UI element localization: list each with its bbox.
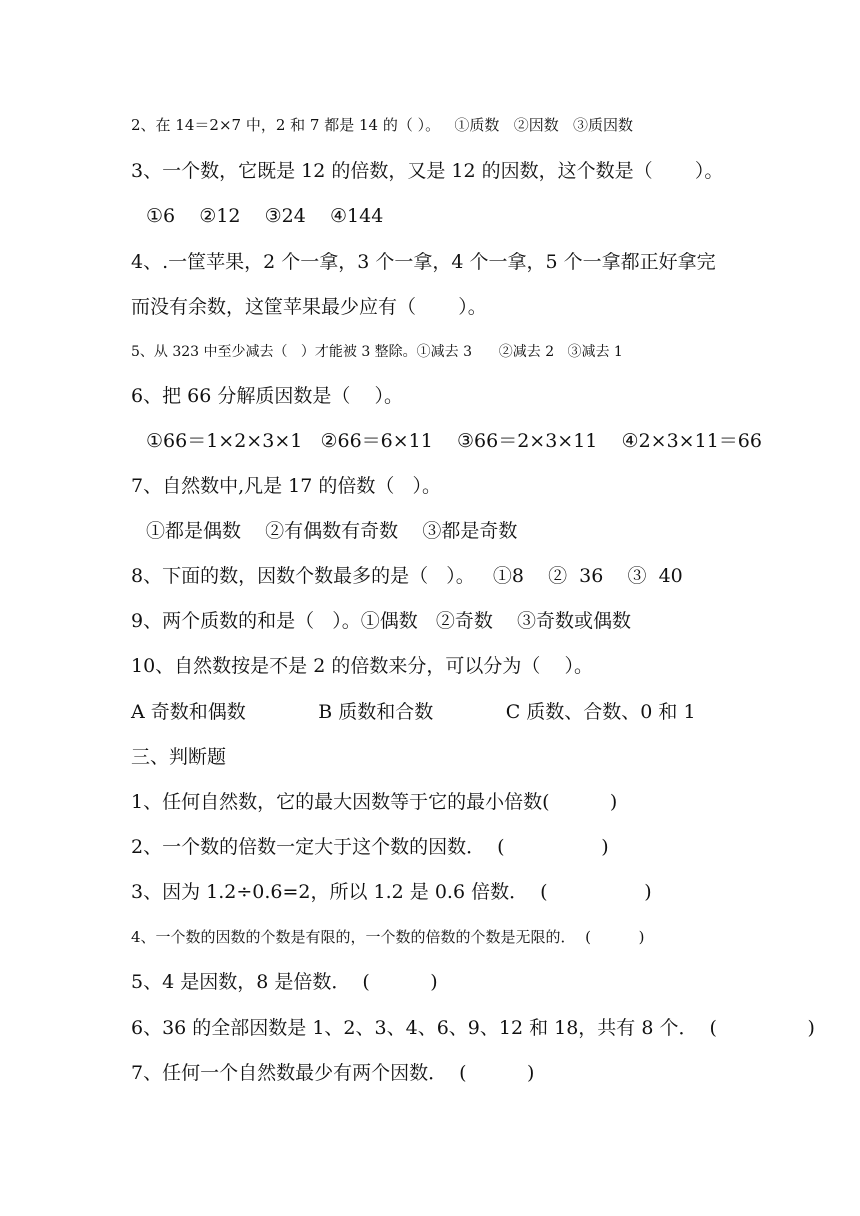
question-9-stem-options: 9、两个质数的和是（ ）。①偶数 ②奇数 ③奇数或偶数 [131, 610, 631, 632]
judgment-5: 5、4 是因数，8 是倍数． ( ) [131, 971, 438, 993]
question-7-stem: 7、自然数中,凡是 17 的倍数（ ）。 [131, 475, 442, 497]
judgment-2: 2、一个数的倍数一定大于这个数的因数． ( ) [131, 836, 609, 858]
judgment-4: 4、一个数的因数的个数是有限的，一个数的倍数的个数是无限的． ( ) [131, 928, 645, 946]
question-10-options: A 奇数和偶数 B 质数和合数 C 质数、合数、0 和 1 [131, 701, 696, 723]
question-2-primes-factors: 2、在 14＝2×7 中，2 和 7 都是 14 的（ ）。 ①质数 ②因数 ③质因数 [131, 116, 634, 134]
judgment-6: 6、36 的全部因数是 1、2、3、4、6、9、12 和 18，共有 8 个． ( ) [131, 1017, 815, 1039]
question-4-stem-line-1: 4、.一筐苹果，2 个一拿，3 个一拿，4 个一拿，5 个一拿都正好拿完 [131, 251, 716, 273]
question-10-stem: 10、自然数按是不是 2 的倍数来分，可以分为（ ）。 [131, 655, 594, 677]
question-4-stem-line-2: 而没有余数，这筐苹果最少应有（ ）。 [131, 296, 487, 318]
question-3-stem: 3、一个数，它既是 12 的倍数，又是 12 的因数，这个数是（ ）。 [131, 160, 724, 182]
question-7-options: ①都是偶数 ②有偶数有奇数 ③都是奇数 [146, 520, 518, 542]
question-6-stem: 6、把 66 分解质因数是（ ）。 [131, 385, 404, 407]
question-3-options: ①6 ②12 ③24 ④144 [146, 205, 384, 227]
judgment-1: 1、任何自然数，它的最大因数等于它的最小倍数( ) [131, 791, 618, 813]
judgment-3: 3、因为 1.2÷0.6=2，所以 1.2 是 0.6 倍数． ( ) [131, 881, 652, 903]
judgment-7: 7、任何一个自然数最少有两个因数． ( ) [131, 1062, 535, 1084]
section-heading-true-false: 三、判断题 [131, 746, 227, 768]
question-5-stem-options: 5、从 323 中至少减去（ ）才能被 3 整除。①减去 3 ②减去 2 ③减去 1 [131, 344, 623, 360]
question-6-options: ①66＝1×2×3×1 ②66＝6×11 ③66＝2×3×11 ④2×3×11＝66 [146, 430, 762, 452]
question-8-stem-options: 8、下面的数，因数个数最多的是（ ）。 ①8 ② 36 ③ 40 [131, 565, 683, 587]
